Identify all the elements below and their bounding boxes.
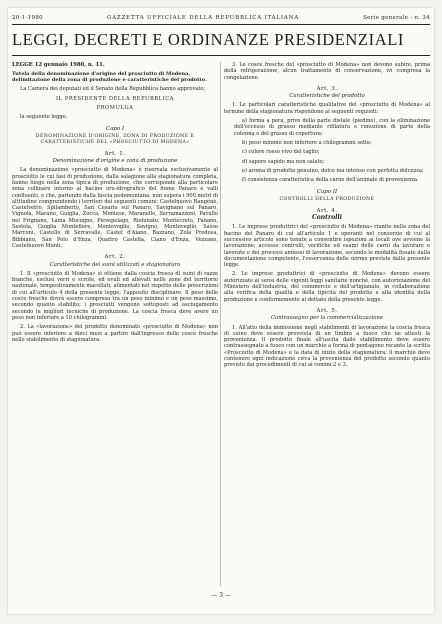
gazette-page xyxy=(8,8,434,614)
article-4-title: Controlli xyxy=(312,214,342,222)
right-column xyxy=(224,62,430,372)
article-5-paragraph-1: 1. All'atto della immissione negli stabilimenti di lavorazione la coscia fresca di suino deve essere provvista di un timbro a fuoco che ne attesti la provenienza. Il prodotto finale all'uscita dallo stabilimento deve essere contrassegnato a fuoco con un marchio a forma di pentagono recante la scritta «Prosciutto di Modena» e la data di inizio della stagionatura; il marchio deve contenere ogni indicazione circa la provenienza del prodotto secondo quanto previsto dai procedimenti di cui ai commi 2 e 3. xyxy=(224,324,430,369)
article-3-item-e: e) aroma di prodotto genuino, dolce ma intenso con perfetta dolcezza; xyxy=(242,167,424,174)
issue-date: 20-1-1980 xyxy=(12,15,43,21)
law-reference: LEGGE 12 gennaio 1980, n. 11. xyxy=(12,62,105,68)
issue-series: Serie generale - n. 34 xyxy=(363,15,430,21)
president-heading: IL PRESIDENTE DELLA REPUBBLICA xyxy=(56,95,174,102)
article-5-number: Art. 5. xyxy=(316,307,338,314)
article-2-number: Art. 2. xyxy=(104,254,126,261)
article-2-paragraph-1: 1. Il «prosciutto di Modena» si ottiene dalla coscia fresca di suini di razze bianche, esclusi verri e scrofe, ed ovuli ed allevati nelle zone del territorio nazionale, tempestivamente macellati, alimentati nel rispetto delle prescrizioni di cui all'articolo 4 della presente legge; l'apposito disciplinare. Il peso delle cosce fresche dovrà essere compreso tra un peso minimo e un peso massimo, secondo quanto stabilito; i prosciutti vengono sottoposti ad asciugamento secondo le migliori tecniche di produzione. La coscia fresca deve avere un peso non inferiore a 10 chilogrammi. xyxy=(12,270,218,321)
article-1-title: Denominazione d'origine e zona di produzione xyxy=(52,158,178,165)
article-3-item-f: f) consistenza caratteristica della carne dell'animale di provenienza. xyxy=(242,177,419,184)
article-3-title: Caratteristiche del prodotto xyxy=(289,93,365,100)
capo-2-title: CONTROLLI DELLA PRODUZIONE xyxy=(279,196,375,202)
running-head xyxy=(12,12,430,25)
page-heading: LEGGI, DECRETI E ORDINANZE PRESIDENZIALI xyxy=(12,30,404,49)
article-4-number: Art. 4. xyxy=(316,207,338,214)
promulga-heading: PROMULGA xyxy=(96,104,134,111)
capo-1-number: Capo I xyxy=(105,126,125,133)
article-2-title: Caratteristiche dei suini utilizzati e stagionatura xyxy=(49,261,181,268)
article-4-paragraph-2: 2. Le imprese produttrici di «prosciutto di Modena» devono essere autorizzate ai sensi delle vigenti leggi sanitarie nonché, con autorizzazione del Ministero dell'industria, del commercio e dell'artigianato, in collaborazione alla verifica della qualità e della tipicità del prodotto e alla identità della produzione e conformemente al dettato della presente legge. xyxy=(224,271,430,303)
article-2-paragraph-3: 3. Le cosce fresche del «prosciutto di Modena» non devono subire, prima della refrigerazione, alcun trattamento di conservazione, ivi compresa la congelazione. xyxy=(224,62,430,81)
article-5-title: Contrassegno per la commercializzazione xyxy=(270,315,384,322)
article-4-paragraph-1: 1. Le imprese produttrici del «prosciutto di Modena» riunite nella zona del bacino del Panaro di cui all'articolo 1 e operanti nel consorzio di cui al successivo articolo sono tenute a consentire ispezioni ai locali ove avviene la lavorazione; accesso controlli, verifiche ed esami delle carni da lavorare e lavorate e dei processi annessi di lavorazione, secondo le modalità fissate dalla documentazione competente, l'osservanza delle norme previste dalla presente legge. xyxy=(224,224,430,269)
capo-1-title: DENOMINAZIONE D'ORIGINE, ZONA DI PRODUZIONE E CARATTERISTICHE DEL «PROSCIUTTO DI MODENA» xyxy=(35,133,195,145)
article-3-item-a: a) forma a pera, privo della parte distale (piedino), con la eliminazione dell'eccesso di grasso mediante rifilatura e rimozione di parte della cotenna e del grasso di copertura; xyxy=(234,118,430,137)
heading-rule xyxy=(12,55,430,56)
capo-2-number: Capo II xyxy=(316,189,338,196)
column-divider xyxy=(220,62,221,586)
article-1-text: La denominazione «prosciutto di Modena» è riservata esclusivamente al prosciutto le cui fasi di produzione, dalla salagione alla stagionatura completa, hanno luogo nella zona tipica di produzione, che corrisponde alla particolare zona collinare intorno al bacino oro-idrografico del fiume Panaro e valli confluenti, e che, partendo dalla fascia pedemontana, non supera i 900 metri di altitudine comprendendo i territori dei seguenti comuni: Castelnuovo Rangone, Castelvetro, Spilamberto, San Cesario sul Panaro, Savignano sul Panaro, Vignola, Marano, Guiglia, Zocca, Montese, Maranello, Serramazzoni, Pavullo nel Frignano, Lama Mocogno, Pievepelago, Riolunato, Montecreto, Fanano, Sestola, Guiglia Montefiore, Montevoglio, Savigno, Monteveglio, Sasso Marconi, Castello di Serravalle, Castel d'Aiano, Bazzano, Zola Predosa, Bibbiano, San Polo d'Enza, Quattro Castella, Ciano d'Enza, Vezzano, Castelnuovo Monti. xyxy=(12,167,218,249)
article-1-number: Art. 1. xyxy=(104,150,126,157)
left-column xyxy=(12,62,218,346)
article-3-item-c: c) colore rosso vivo del taglio; xyxy=(242,149,320,156)
article-2-paragraph-2: 2. La «lavorazione» del prodotto denominato «prosciutto di Modena» non può essere inferiore a dieci mesi a partire dall'ingresso delle cosce fresche nello stabilimento di stagionatura. xyxy=(12,324,218,343)
law-subtitle: Tutela della denominazione d'origine del prosciutto di Modena, delimitazione della zona di produzione e caratteristiche del prodotto. xyxy=(12,71,207,84)
article-3-intro: 1. Le particolari caratteristiche qualitative del «prosciutto di Modena» al termine della stagionatura rispondono ai seguenti requisiti: xyxy=(224,102,430,115)
preamble-parliament: La Camera dei deputati ed il Senato della Repubblica hanno approvato; xyxy=(20,86,206,93)
page-number: — 3 — xyxy=(211,592,231,599)
preamble-law: la seguente legge: xyxy=(20,114,68,121)
gazette-title: GAZZETTA UFFICIALE DELLA REPUBBLICA ITALIANA xyxy=(106,15,300,21)
article-3-number: Art. 3. xyxy=(316,85,338,92)
article-3-item-d: d) sapore sapido ma non salato; xyxy=(242,158,325,165)
article-3-item-b: b) peso minimo non inferiore a chilogrammi sette; xyxy=(242,139,372,146)
